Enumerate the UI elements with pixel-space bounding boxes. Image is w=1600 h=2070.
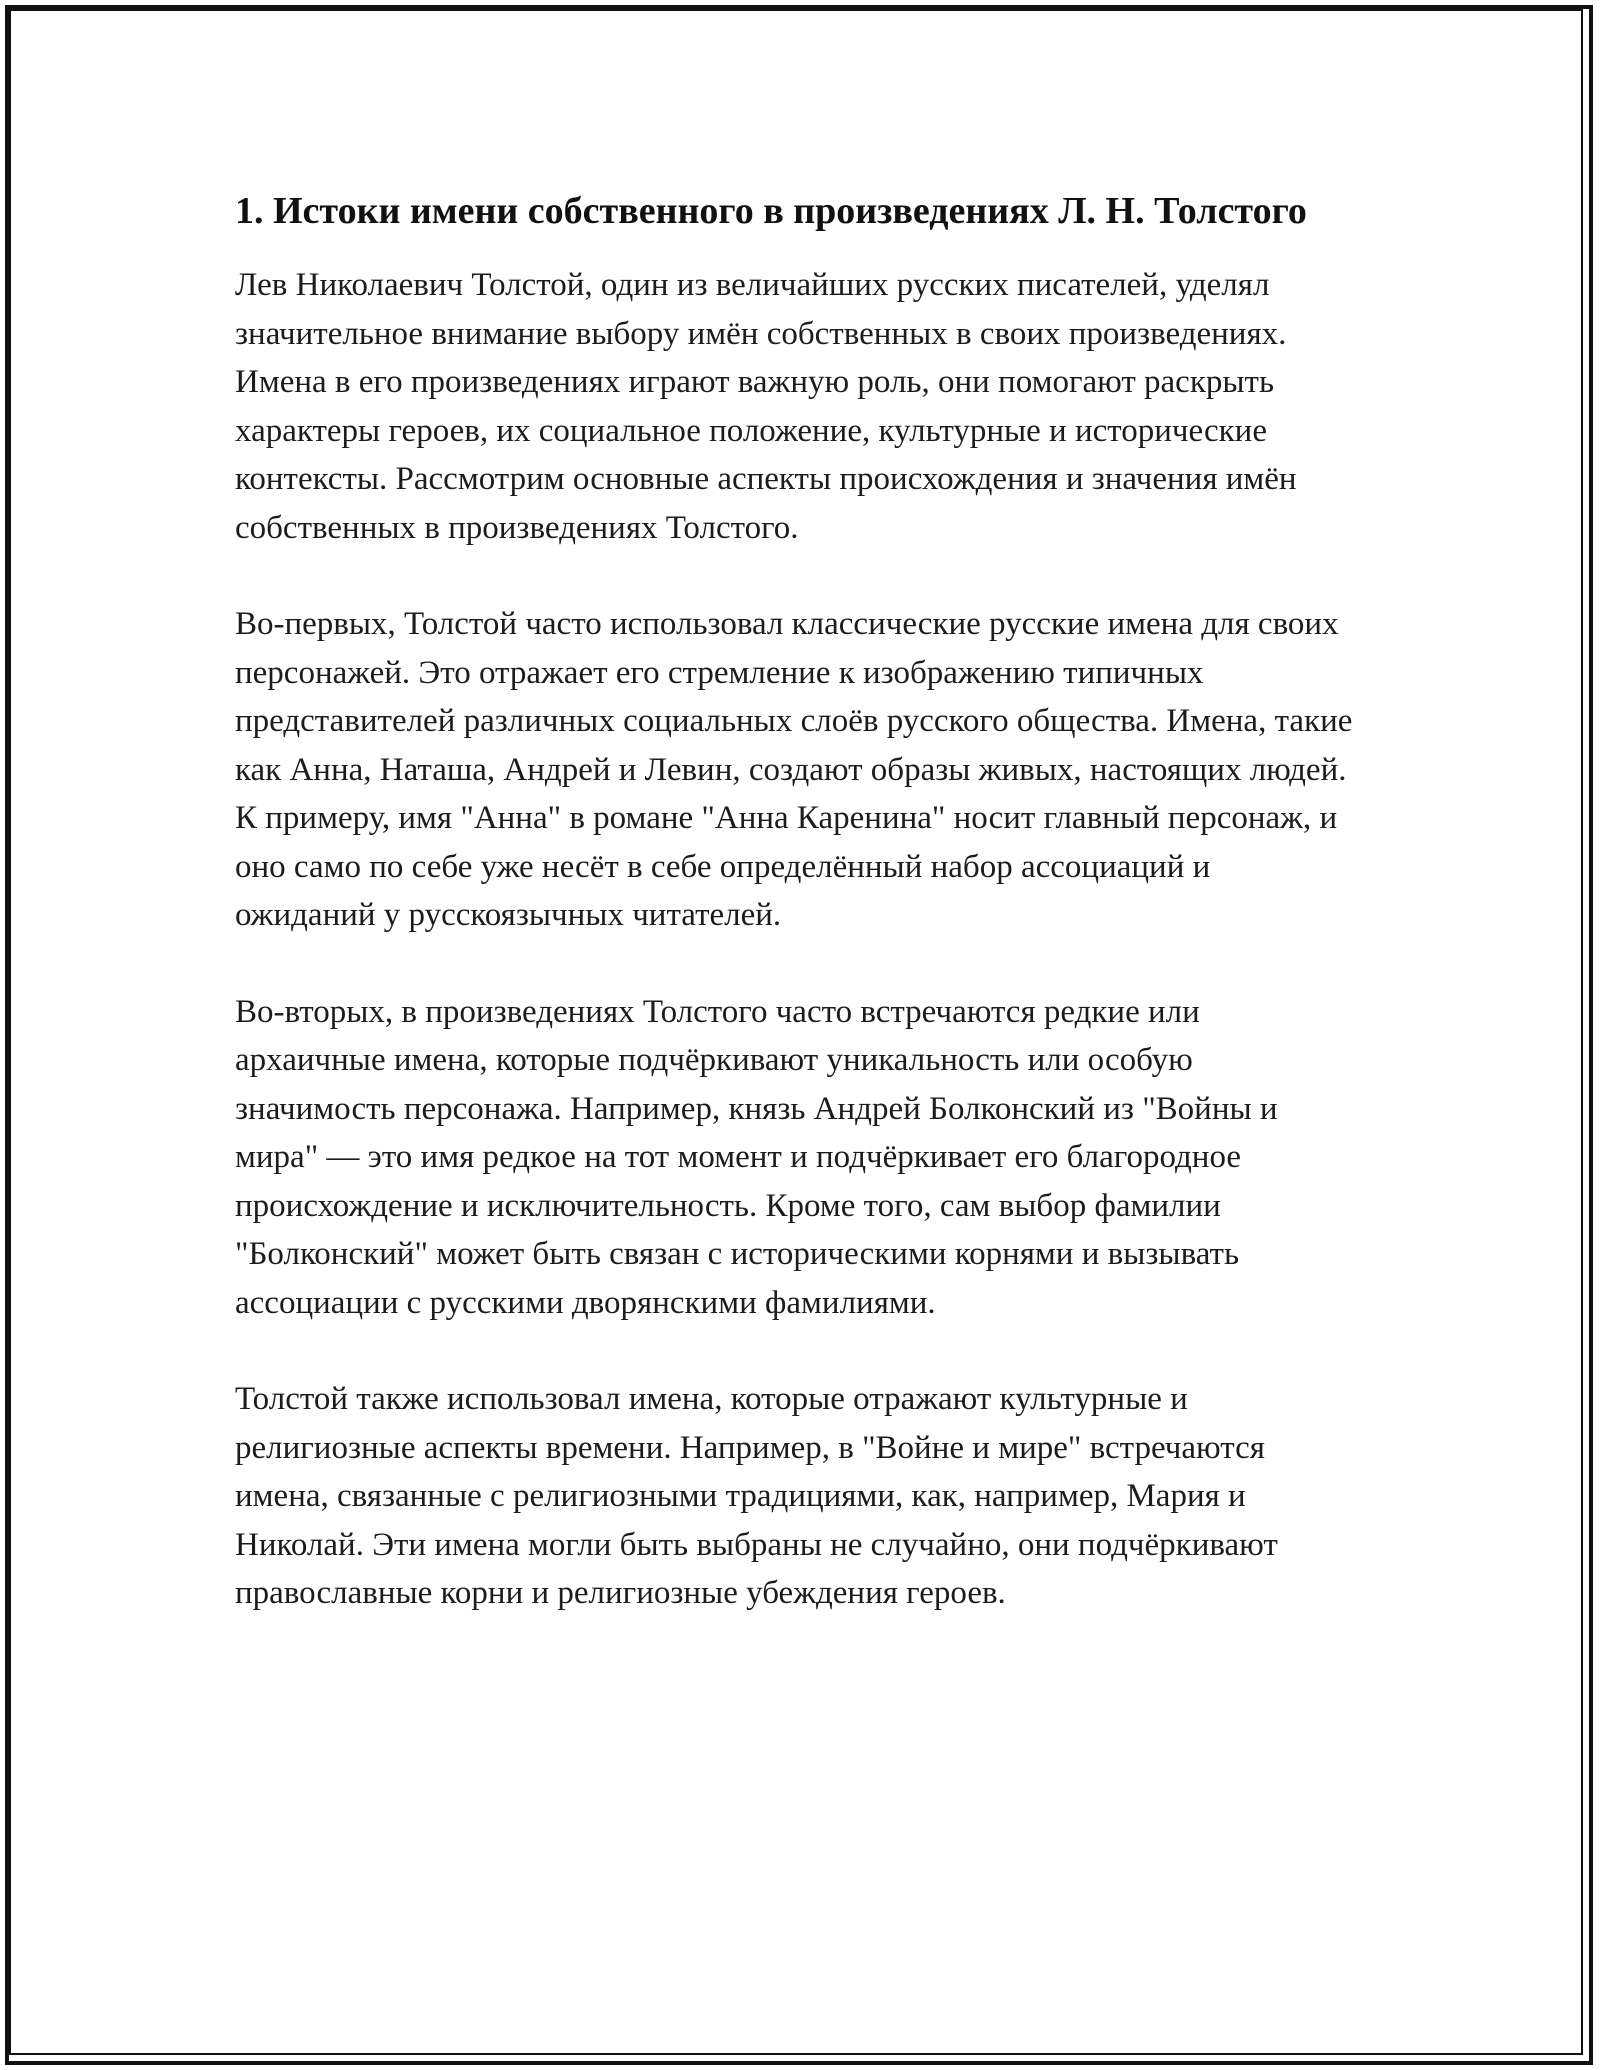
section-heading: 1. Истоки имени собственного в произведениях Л. Н. Толстого (235, 190, 1307, 232)
paragraph-religious-names: Толстой также использовал имена, которые отражают культурные и религиозные аспекты времени. Например, в "Войне и мире" встречаются имена, связанные с религиозными традициями, как, например, Мария и Николай. Эти имена могли быть выбраны не случайно, они подчёркивают православные корни и религиозные убеждения героев. (235, 1381, 1278, 1611)
document-body (235, 183, 1355, 1666)
paragraph-rare-names: Во-вторых, в произведениях Толстого часто встречаются редкие или архаичные имена, которые подчёркивают уникальность или особую значимость персонажа. Например, князь Андрей Болконский из "Войны и мира" — это имя редкое на тот момент и подчёркивает его благородное происхождение и исключительность. Кроме того, сам выбор фамилии "Болконский" может быть связан с историческими корнями и вызывать ассоциации с русскими дворянскими фамилиями. (235, 993, 1278, 1321)
paragraph-intro: Лев Николаевич Толстой, один из величайших русских писателей, уделял значительное внимание выбору имён собственных в своих произведениях. Имена в его произведениях играют важную роль, они помогают раскрыть характеры героев, их социальное положение, культурные и исторические контексты. Рассмотрим основные аспекты происхождения и значения имён собственных в произведениях Толстого. (235, 267, 1297, 546)
paragraph-classic-names: Во-первых, Толстой часто использовал классические русские имена для своих персонажей. Это отражает его стремление к изображению типичных представителей различных социальных слоёв русского общества. Имена, такие как Анна, Наташа, Андрей и Левин, создают образы живых, настоящих людей. К примеру, имя "Анна" в романе "Анна Каренина" носит главный персонаж, и оно само по себе уже несёт в себе определённый набор ассоциаций и ожиданий у русскоязычных читателей. (235, 606, 1353, 933)
